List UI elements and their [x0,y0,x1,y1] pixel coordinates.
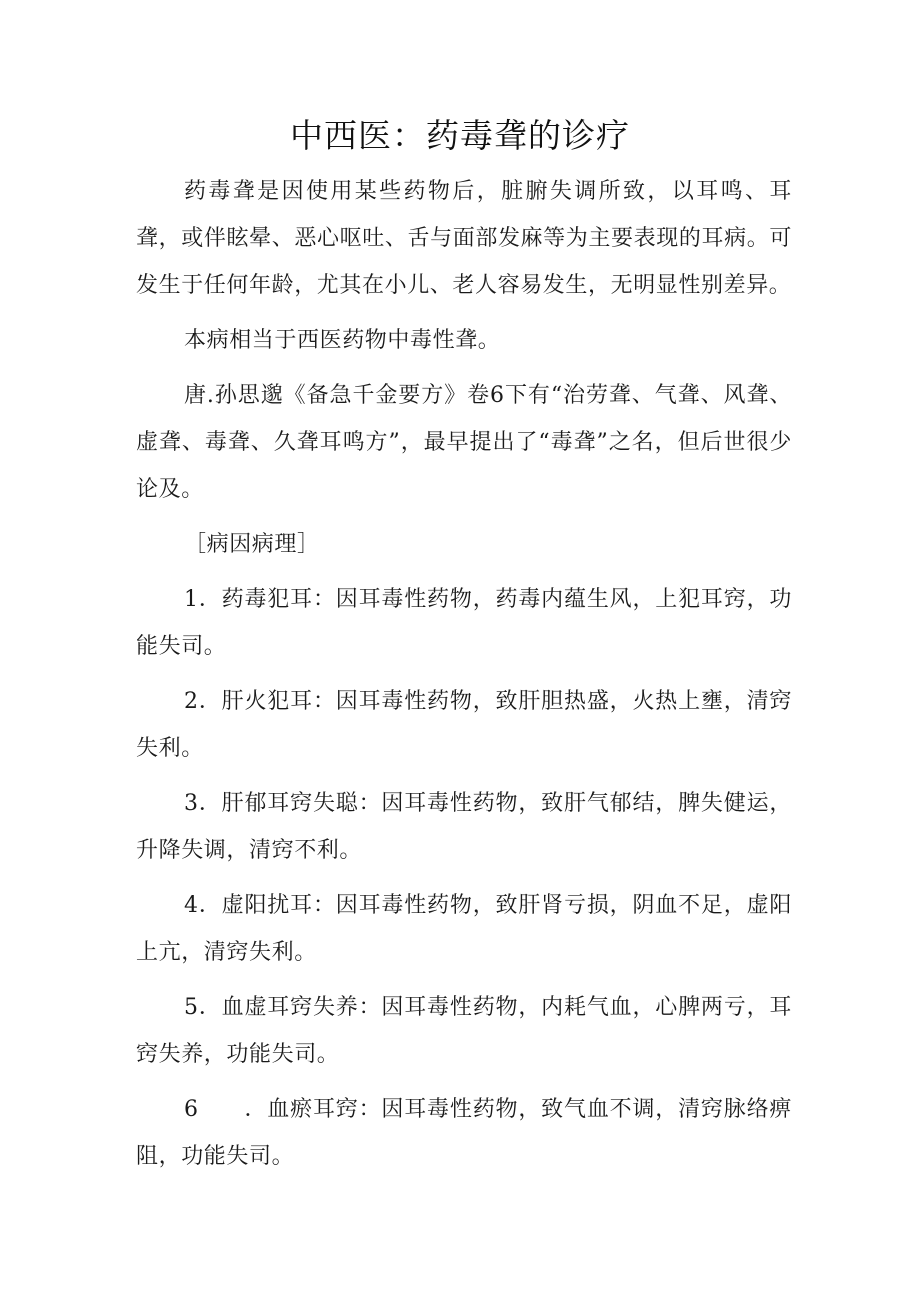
item-text: ．肝火犯耳：因耳毒性药物，致肝胆热盛，火热上壅，清窍失利。 [136,689,792,761]
item-number: 1 [184,587,199,612]
paragraph-western-equivalent: 本病相当于西医药物中毒性聋。 [184,328,501,353]
section-heading: ［病因病理］ [184,532,320,557]
item-number: 3 [184,791,199,816]
list-item [136,678,792,772]
page-title: 中西医：药毒聋的诊疗 [290,116,630,155]
document-body [136,168,792,1188]
item-number: 5 [184,995,199,1020]
paragraph-history: 唐.孙思邈《备急千金要方》卷6下有“治劳聋、气聋、风聋、虚聋、毒聋、久聋耳鸣方”，最早提出了“毒聋”之名，但后世很少论及。 [136,383,792,502]
item-number: 6 [184,1097,199,1122]
item-number: 4 [184,893,199,918]
list-item [136,780,792,874]
item-text: ．虚阳扰耳：因耳毒性药物，致肝肾亏损，阴血不足，虚阳上亢，清窍失利。 [136,893,792,965]
list-item [136,576,792,670]
item-text: ．肝郁耳窍失聪：因耳毒性药物，致肝气郁结，脾失健运，升降失调，清窍不利。 [136,791,792,863]
paragraph-intro: 药毒聋是因使用某些药物后，脏腑失调所致，以耳鸣、耳聋，或伴眩晕、恶心呕吐、舌与面部发麻等为主要表现的耳病。可发生于任何年龄，尤其在小儿、老人容易发生，无明显性别差异。 [136,179,792,298]
item-number: 2 [184,689,199,714]
list-item [136,882,792,976]
item-text: ．血虚耳窍失养：因耳毒性药物，内耗气血，心脾两亏，耳窍失养，功能失司。 [136,995,792,1067]
item-text: ．血瘀耳窍：因耳毒性药物，致气血不调，清窍脉络痹阻，功能失司。 [136,1097,792,1169]
item-text: ．药毒犯耳：因耳毒性药物，药毒内蕴生风，上犯耳窍，功能失司。 [136,587,792,659]
list-item [136,984,792,1078]
list-item [136,1086,792,1180]
